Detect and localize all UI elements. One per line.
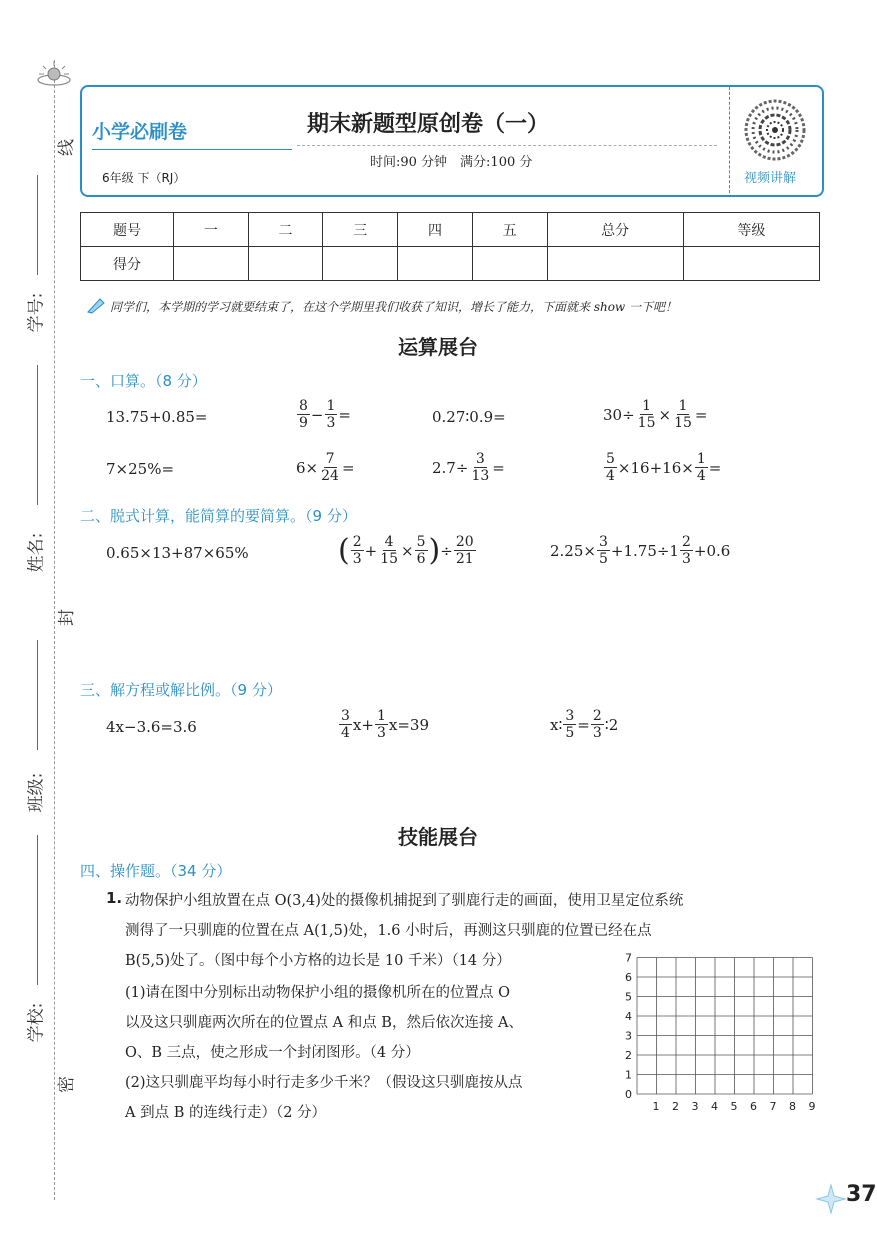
- fraction: [469, 451, 491, 484]
- q3-expr-2: [338, 708, 429, 741]
- y-tick-label: 7: [625, 951, 632, 965]
- q1-expr-3: [432, 408, 506, 426]
- fraction: [591, 708, 604, 741]
- title-divider: [297, 145, 717, 146]
- equals: =: [492, 458, 505, 477]
- fraction: [415, 534, 428, 567]
- q4-line-7: (2)这只驯鹿平均每小时行走多少千米？（假设这只驯鹿按从点: [125, 1075, 523, 1091]
- x-tick-label: 7: [769, 1100, 777, 1113]
- fraction: [351, 534, 364, 567]
- numerator: 1: [678, 398, 688, 414]
- numerator: 1: [376, 708, 386, 724]
- numerator: 2: [592, 708, 602, 724]
- x-tick-label: 3: [691, 1100, 699, 1113]
- fraction: [375, 708, 388, 741]
- brand-underline: [92, 149, 292, 150]
- expr-suffix: +0.6: [693, 541, 731, 560]
- numerator: 8: [299, 398, 308, 414]
- table-cell: 总分: [547, 213, 683, 247]
- grade-label: 6年级 下（RJ）: [102, 171, 186, 185]
- q2-expr-2: [338, 534, 477, 567]
- score-input-cell[interactable]: [248, 247, 323, 281]
- expr-prefix: x∶: [550, 715, 563, 734]
- expr-middle: x+: [352, 715, 374, 734]
- expr-prefix: 30÷: [603, 405, 635, 424]
- expr-text: 0.65×13+87×65%: [106, 544, 249, 562]
- q4-line-2: 测得了一只驯鹿的位置在点 A(1,5)处，1.6 小时后，再测这只驯鹿的位置已经在点: [125, 923, 652, 939]
- equals: =: [694, 405, 708, 424]
- q3-title: 三、解方程或解比例。（9 分）: [80, 681, 282, 699]
- left-paren: (: [338, 532, 350, 568]
- fraction: [695, 451, 708, 484]
- numerator: 3: [341, 708, 350, 724]
- numerator: 3: [475, 451, 485, 467]
- q1-title: 一、口算。（8 分）: [80, 372, 207, 390]
- table-cell: 二: [248, 213, 323, 247]
- x-tick-label: 8: [789, 1100, 796, 1113]
- expr-middle: ×16+16×: [617, 458, 694, 477]
- denominator: 3: [352, 551, 362, 567]
- numerator: 4: [384, 534, 394, 550]
- pencil-icon: [86, 296, 106, 318]
- score-input-cell[interactable]: [323, 247, 398, 281]
- expr-text: 7×25%=: [106, 460, 175, 478]
- fraction: [680, 534, 693, 567]
- xuehao-line: [37, 175, 38, 275]
- q1-expr-5: [106, 460, 174, 478]
- denominator: 4: [341, 725, 350, 741]
- q1-expr-4: [603, 398, 707, 431]
- q2-expr-3: [550, 534, 730, 567]
- banji-line: [37, 640, 38, 750]
- page-number: 37: [846, 1182, 877, 1207]
- fraction: [672, 398, 694, 431]
- x-tick-label: 2: [672, 1100, 679, 1113]
- fraction: [636, 398, 658, 431]
- numerator: 20: [455, 534, 474, 550]
- expr-prefix: 6×: [296, 458, 319, 477]
- expr-middle: +1.75÷1: [610, 541, 679, 560]
- intro-text: 同学们，本学期的学习就要结束了，在这个学期里我们收获了知识，增长了能力，下面就来 show 一下吧！: [110, 300, 678, 314]
- score-table-score-row: [81, 247, 820, 281]
- score-input-cell[interactable]: [683, 247, 819, 281]
- y-tick-label: 1: [625, 1068, 632, 1082]
- table-cell: 五: [472, 213, 547, 247]
- star-icon: [815, 1183, 847, 1219]
- score-input-cell[interactable]: [398, 247, 473, 281]
- numerator: 3: [598, 534, 608, 550]
- xuexiao-line: [37, 835, 38, 985]
- fraction: [604, 451, 617, 484]
- expr-prefix: 2.7÷: [432, 458, 469, 477]
- score-input-cell[interactable]: [547, 247, 683, 281]
- brand-logo: 小学必刷卷: [92, 121, 188, 143]
- operator: ÷: [440, 541, 453, 560]
- section-title-yunsuan: 运算展台: [398, 335, 478, 359]
- denominator: 21: [455, 551, 474, 567]
- table-cell: 一: [174, 213, 249, 247]
- denominator: 6: [416, 551, 426, 567]
- fraction: [563, 708, 576, 741]
- q2-title: 二、脱式计算，能简算的要简算。（9 分）: [80, 507, 357, 525]
- q3-expr-1: [106, 718, 197, 736]
- q4-line-4: (1)请在图中分别标出动物保护小组的摄像机所在的位置点 O: [125, 985, 511, 1001]
- q1-expr-6: [296, 451, 355, 484]
- denominator: 15: [637, 415, 656, 431]
- table-cell: 四: [398, 213, 473, 247]
- y-tick-label: 2: [625, 1049, 632, 1062]
- fraction: [454, 534, 476, 567]
- sun-icon: [34, 58, 74, 94]
- x-tick-label: 9: [808, 1100, 816, 1113]
- right-paren: ): [428, 532, 441, 568]
- denominator: 3: [326, 415, 336, 431]
- table-cell: 得分: [81, 247, 174, 281]
- fraction: [325, 398, 338, 431]
- q4-line-8: A 到点 B 的连线行走）（2 分）: [125, 1105, 327, 1121]
- expr-text: 0.27∶0.9=: [432, 408, 506, 426]
- qr-code-icon[interactable]: [744, 99, 806, 165]
- numerator: 1: [642, 398, 652, 414]
- fraction: [319, 451, 341, 484]
- xingming-line: [37, 365, 38, 505]
- table-cell: 等级: [683, 213, 819, 247]
- expr-suffix: x=39: [388, 715, 429, 734]
- operator: −: [310, 405, 324, 424]
- section-title-jineng: 技能展台: [398, 825, 478, 849]
- denominator: 9: [299, 415, 308, 431]
- x-tick-label: 4: [711, 1100, 718, 1113]
- equals: =: [708, 458, 722, 477]
- q2-expr-1: [106, 544, 249, 562]
- expr-prefix: 2.25×: [550, 541, 596, 560]
- margin-xuexiao-label: 学校:: [26, 1002, 47, 1043]
- expr-suffix: ∶2: [604, 715, 619, 734]
- operator: ×: [658, 405, 672, 424]
- equals: =: [341, 458, 355, 477]
- operator: +: [364, 541, 378, 560]
- denominator: 5: [598, 551, 608, 567]
- time-and-score: 时间:90 分钟 满分:100 分: [370, 155, 533, 170]
- numerator: 1: [696, 451, 706, 467]
- numerator: 2: [681, 534, 691, 550]
- q3-expr-3: [550, 708, 618, 741]
- q4-title: 四、操作题。（34 分）: [80, 862, 232, 880]
- x-tick-label: 5: [730, 1100, 738, 1113]
- header-separator: [729, 87, 730, 193]
- margin-xian: 线: [57, 139, 77, 156]
- table-cell: 三: [323, 213, 398, 247]
- table-cell: 题号: [81, 213, 174, 247]
- numerator: 1: [326, 398, 336, 414]
- expr-text: 4x−3.6=3.6: [106, 718, 197, 736]
- y-tick-label: 3: [625, 1029, 632, 1043]
- fraction: [339, 708, 352, 741]
- paper-title: 期末新题型原创卷（一）: [307, 111, 550, 137]
- denominator: 4: [696, 468, 706, 484]
- numerator: 2: [352, 534, 362, 550]
- question-number: 1.: [106, 889, 123, 907]
- q4-line-3: B(5,5)处了。（图中每个小方格的边长是 10 千米）（14 分）: [125, 953, 511, 969]
- denominator: 24: [321, 468, 339, 484]
- margin-mi: 密: [57, 1076, 77, 1093]
- y-tick-label: 0: [625, 1088, 632, 1101]
- margin-xingming-label: 姓名:: [26, 532, 47, 573]
- score-table-header-row: [81, 213, 820, 247]
- denominator: 15: [380, 551, 399, 567]
- q1-expr-7: [432, 451, 505, 484]
- margin-feng: 封: [57, 609, 77, 626]
- expr-text: 13.75+0.85=: [106, 408, 208, 426]
- denominator: 15: [674, 415, 692, 431]
- denominator: 3: [592, 725, 602, 741]
- fraction: [378, 534, 400, 567]
- numerator: 5: [606, 451, 615, 467]
- coordinate-grid[interactable]: [615, 948, 825, 1118]
- q4-line-6: O、B 三点，使之形成一个封闭图形。（4 分）: [125, 1045, 420, 1061]
- numerator: 5: [416, 534, 426, 550]
- denominator: 4: [606, 468, 615, 484]
- x-tick-label: 6: [750, 1100, 757, 1113]
- q1-expr-1: [106, 408, 207, 426]
- numerator: 3: [565, 708, 575, 724]
- video-label[interactable]: 视频讲解: [744, 171, 797, 186]
- score-table: [80, 212, 820, 281]
- x-tick-label: 1: [652, 1100, 660, 1113]
- score-input-cell[interactable]: [472, 247, 547, 281]
- y-tick-label: 5: [625, 990, 632, 1004]
- binding-dashed-line: [54, 60, 55, 1200]
- q1-expr-2: [296, 398, 351, 431]
- equals: =: [338, 405, 351, 424]
- header-box: [80, 85, 824, 197]
- fraction: [297, 398, 310, 431]
- denominator: 3: [681, 551, 691, 567]
- q4-line-1: 动物保护小组放置在点 O(3,4)处的摄像机捕捉到了驯鹿行走的画面，使用卫星定位系统: [125, 893, 684, 909]
- denominator: 13: [471, 468, 490, 484]
- y-tick-label: 4: [625, 1010, 632, 1023]
- q4-line-5: 以及这只驯鹿两次所在的位置点 A 和点 B，然后依次连接 A、: [125, 1015, 524, 1031]
- expr-middle: =: [577, 715, 590, 734]
- margin-banji-label: 班级:: [26, 772, 47, 813]
- operator: ×: [401, 541, 414, 560]
- q1-expr-8: [603, 451, 721, 484]
- denominator: 3: [376, 725, 386, 741]
- numerator: 7: [325, 451, 335, 467]
- fraction: [597, 534, 610, 567]
- margin-xuehao-label: 学号:: [26, 292, 47, 333]
- denominator: 5: [565, 725, 575, 741]
- y-tick-label: 6: [625, 971, 632, 984]
- score-input-cell[interactable]: [174, 247, 249, 281]
